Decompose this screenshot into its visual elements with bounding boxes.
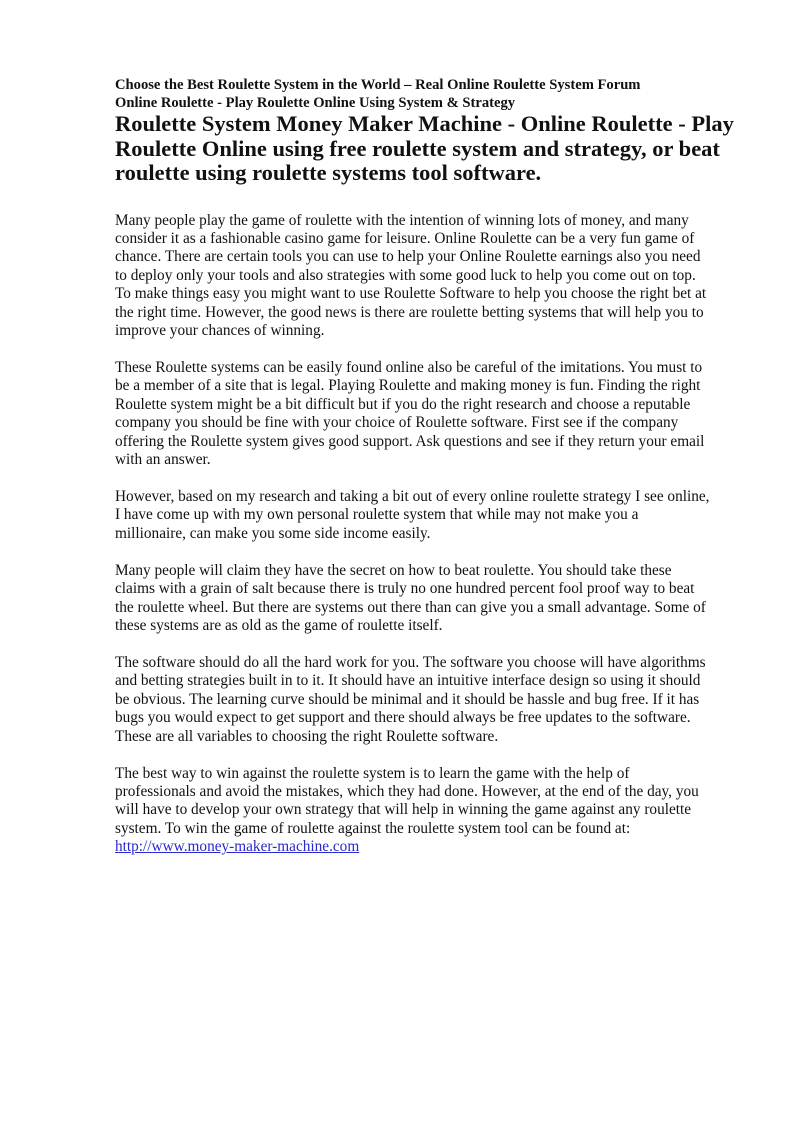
text-line: To make things easy you might want to use Roulette Software to help you choose the right bet at (115, 285, 707, 303)
text-line: Many people play the game of roulette with the intention of winning lots of money, and many (115, 211, 689, 229)
document-header (115, 76, 795, 186)
text-line: These are all variables to choosing the right Roulette software. (115, 727, 499, 745)
paragraph-4 (115, 562, 783, 636)
text-line: and betting strategies built in to it. It should have an intuitive interface design so using it should (115, 672, 701, 690)
text-line: These Roulette systems can be easily found online also be careful of the imitations. You must to (115, 358, 703, 376)
subheader-1: Choose the Best Roulette System in the World – Real Online Roulette System Forum (115, 77, 641, 93)
text-line: chance. There are certain tools you can use to help your Online Roulette earnings also you need (115, 248, 701, 266)
text-line: millionaire, can make you some side income easily. (115, 524, 431, 542)
text-line: professionals and avoid the mistakes, which they had done. However, at the end of the day, you (115, 783, 699, 801)
text-line: will have to develop your own strategy that will help in winning the game against any roulette (115, 801, 692, 819)
link-line (115, 838, 783, 856)
paragraph-2 (115, 359, 783, 469)
text-line: company you should be fine with your choice of Roulette software. First see if the company (115, 414, 679, 432)
paragraph-6 (115, 765, 783, 857)
paragraph-1 (115, 212, 783, 341)
text-line: be a member of a site that is legal. Playing Roulette and making money is fun. Finding the right (115, 377, 701, 395)
text-line: these systems are as old as the game of roulette itself. (115, 617, 443, 634)
text-line: Many people will claim they have the secret on how to beat roulette. You should take these (115, 561, 672, 579)
text-line: consider it as a fashionable casino game for leisure. Online Roulette can be a very fun game of (115, 229, 695, 247)
text-line: The software should do all the hard work for you. The software you choose will have algorithms (115, 654, 706, 671)
text-line: claims with a grain of salt because there is truly no one hundred percent fool proof way to beat (115, 580, 695, 598)
title-line-2: Roulette Online using free roulette system and strategy, or beat (115, 135, 720, 161)
article-body (115, 212, 795, 857)
text-line: Roulette system might be a bit difficult but if you do the right research and choose a reputable (115, 395, 691, 413)
text-line: the roulette wheel. But there are systems out there than can give you a small advantage. Some of (115, 598, 706, 616)
text-line: be obvious. The learning curve should be minimal and it should be hassle and bug free. If it has (115, 690, 700, 708)
text-line: system. To win the game of roulette against the roulette system tool can be found at: (115, 819, 631, 837)
subheader-2: Online Roulette - Play Roulette Online Using System & Strategy (115, 95, 516, 111)
title-line-1: Roulette System Money Maker Machine - Online Roulette - Play (115, 111, 734, 136)
text-line: The best way to win against the roulette system is to learn the game with the help of (115, 764, 630, 782)
text-line: I have come up with my own personal roulette system that while may not make you a (115, 506, 639, 524)
money-maker-machine-link[interactable]: http://www.money-maker-machine.com (115, 838, 360, 856)
title-line-3: roulette using roulette systems tool software. (115, 160, 542, 185)
paragraph-3 (115, 488, 783, 543)
text-line: to deploy only your tools and also strategies with some good luck to help you come out on top. (115, 266, 696, 284)
text-line: with an answer. (115, 450, 211, 468)
text-line: bugs you would expect to get support and there should always be free updates to the software. (115, 709, 691, 727)
text-line: However, based on my research and taking a bit out of every online roulette strategy I see online, (115, 487, 710, 505)
text-line: the right time. However, the good news is there are roulette betting systems that will help you to (115, 303, 704, 321)
paragraph-5 (115, 654, 783, 746)
text-line: improve your chances of winning. (115, 321, 325, 339)
document-page (115, 76, 795, 875)
page-title (115, 111, 734, 186)
text-line: offering the Roulette system gives good support. Ask questions and see if they return your email (115, 432, 705, 450)
